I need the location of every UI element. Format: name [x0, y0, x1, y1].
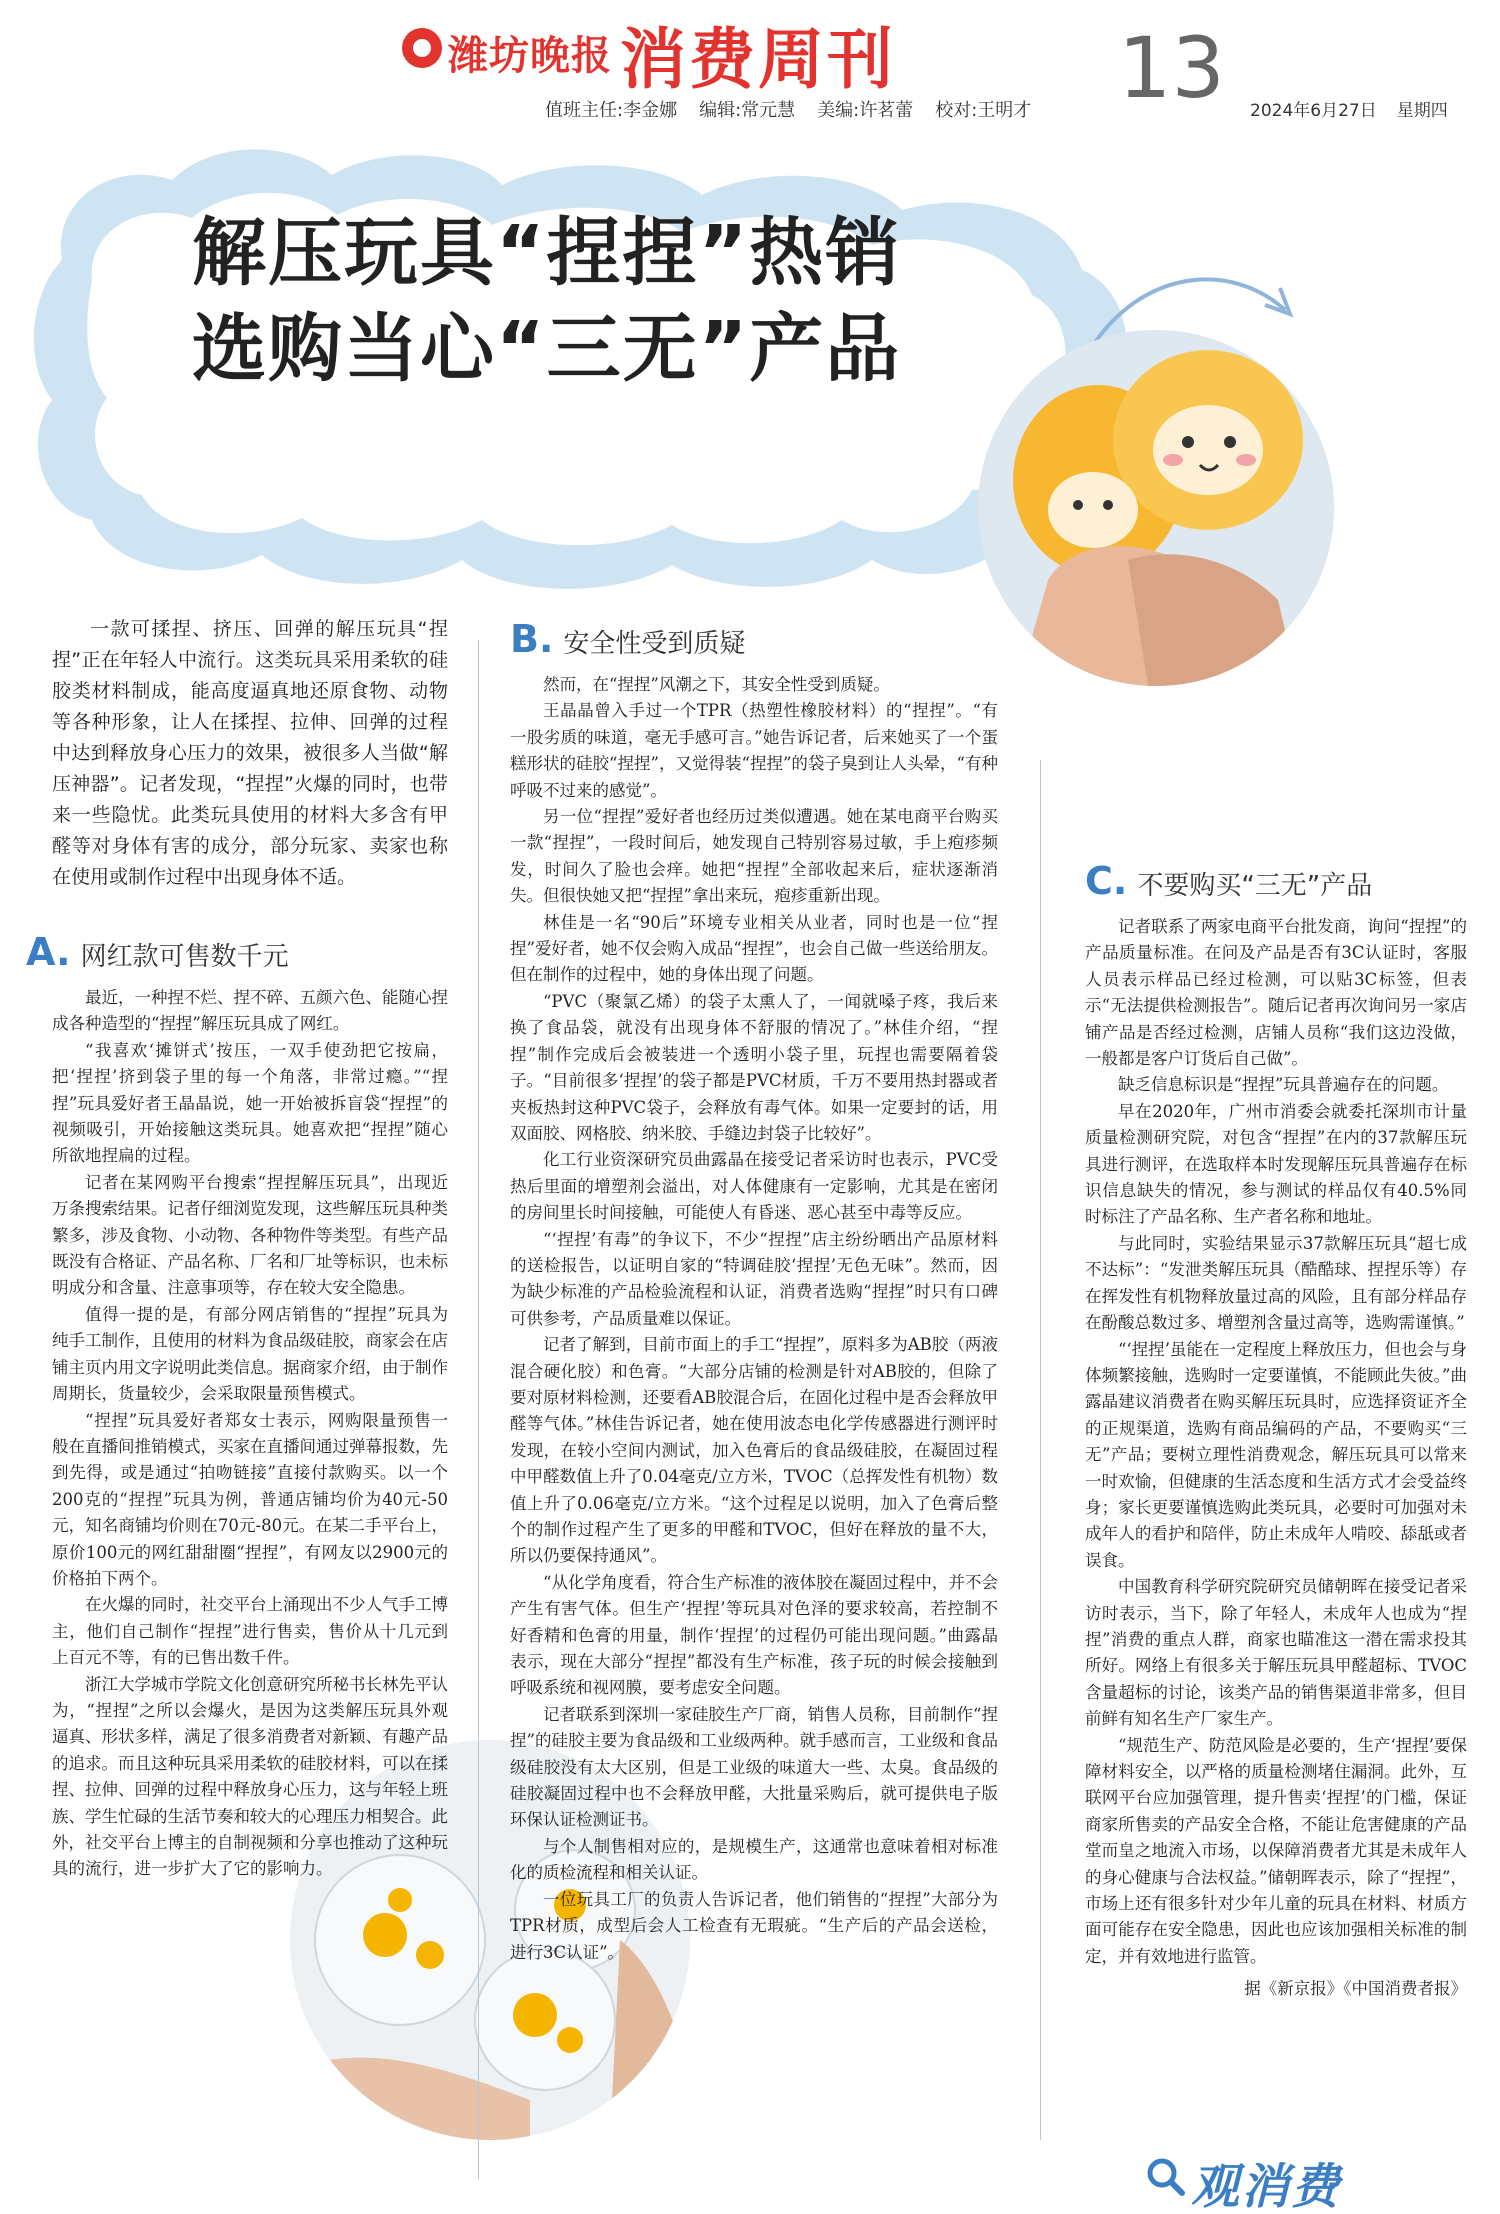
- section-a-heading: [26, 930, 448, 974]
- page-number: 13: [1118, 19, 1225, 117]
- squishy-dog-illustration: [978, 330, 1334, 686]
- lead-paragraph: 一款可揉捏、挤压、回弹的解压玩具“捏捏”正在年轻人中流行。这类玩具采用柔软的硅胶类材料制成，能高度逼真地还原食物、动物等各种形象，让人在揉捏、拉伸、回弹的过程中达到释放身心压力的效果，被很多人当做“解压神器”。记者发现，“捏捏”火爆的同时，也带来一些隐忧。此类玩具使用的材料大多含有甲醛等对身体有害的成分，部分玩家、卖家也称在使用或制作过程中出现身体不适。: [52, 618, 448, 888]
- section-b-paragraph: 王晶晶曾入手过一个TPR（热塑性橡胶材料）的“捏捏”。“有一股劣质的味道，毫无手感可言。”她告诉记者，后来她买了一个蛋糕形状的硅胶“捏捏”，又觉得装“捏捏”的袋子臭到让人头晕，“有种呼吸不过来的感觉”。: [510, 701, 998, 800]
- section-c-paragraph: 早在2020年，广州市消委会就委托深圳市计量质量检测研究院，对包含“捏捏”在内的37款解压玩具进行测评，在选取样本时发现解压玩具普遍存在标识信息缺失的情况，参与测试的样品仅有40.5%同时标注了产品名称、生产者名称和地址。: [1085, 1101, 1467, 1227]
- section-c-paragraph: “规范生产、防范风险是必要的，生产‘捏捏’要保障材料安全，以严格的质量检测堵住漏洞。此外，互联网平台应加强管理，提升售卖‘捏捏’的门槛，保证商家所售卖的产品安全合格，不能让危害健康的产品堂而皇之地流入市场，以保障消费者尤其是未成年人的身心健康与合法权益。”储朝晖表示，除了“捏捏”，市场上还有很多针对少年儿童的玩具在材料、材质方面可能存在安全隐患，因此也应该加强相关标准的制定，并有效地进行监管。: [1085, 1735, 1467, 1966]
- masthead: [0, 0, 1500, 125]
- staff-designer: 美编:许茗蕾: [817, 100, 914, 121]
- section-a-paragraph: 值得一提的是，有部分网店销售的“捏捏”玩具为纯手工制作，且使用的材料为食品级硅胶，商家会在店铺主页内用文字说明此类信息。据商家介绍，由于制作周期长，货量较少，会采取限量预售模式。: [52, 1304, 448, 1404]
- staff-editor: 编辑:常元慧: [699, 100, 796, 121]
- dateline: [1250, 96, 1468, 121]
- section-c-paragraph: 缺乏信息标识是“捏捏”玩具普遍存在的问题。: [1118, 1075, 1449, 1095]
- staff-proofreader: 校对:王明才: [935, 100, 1032, 121]
- section-b-heading: [510, 617, 998, 661]
- section-b-paragraph: 化工行业资深研究员曲露晶在接受记者采访时也表示，PVC受热后里面的增塑剂会溢出，对人体健康有一定影响，尤其是在密闭的房间里长时间接触，可能使人有昏迷、恶心甚至中毒等反应。: [510, 1150, 998, 1223]
- column-divider: [1040, 760, 1041, 2140]
- article-source: 据《新京报》《中国消费者报》: [1244, 1979, 1467, 1999]
- section-c-paragraph: 记者联系了两家电商平台批发商，询问“捏捏”的产品质量标准。在问及产品是否有3C认证时，客服人员表示样品已经过检测，可以贴3C标签，但表示“无法提供检测报告”。随后记者再次询问另一家店铺产品是否经过检测，店铺人员称“我们这边没做，一般都是客户订货后自己做”。: [1085, 917, 1467, 1069]
- column-c: [1085, 859, 1467, 2003]
- magnifier-icon: [1145, 2156, 1185, 2196]
- section-a-paragraph: “我喜欢‘摊饼式’按压，一双手使劲把它按扁，把‘捏捏’挤到袋子里的每一个角落，非常过瘾。”“捏捏”玩具爱好者王晶晶说，她一开始被拆盲袋“捏捏”的视频吸引，开始接触这类玩具。她喜欢把“捏捏”随心所欲地捏扁的过程。: [52, 1040, 448, 1166]
- section-b-paragraph: 一位玩具工厂的负责人告诉记者，他们销售的“捏捏”大部分为TPR材质，成型后会人工检查有无瑕疵。“生产后的产品会送检，进行3C认证”。: [510, 1889, 998, 1962]
- squishy-toy-photo: [978, 330, 1334, 686]
- section-c-title: 不要购买“三无”产品: [1137, 871, 1373, 901]
- headline-line-2: 选购当心“三无”产品: [192, 306, 902, 392]
- section-b-paragraph: 然而，在“捏捏”风潮之下，其安全性受到质疑。: [543, 675, 890, 694]
- staff-credits: [545, 96, 1053, 122]
- staff-duty-editor: 值班主任:李金娜: [545, 100, 678, 121]
- section-name: 消费周刊: [620, 21, 896, 98]
- section-c-paragraph: “‘捏捏’虽能在一定程度上释放压力，但也会与身体频繁接触，选购时一定要谨慎，不能顾此失彼。”曲露晶建议消费者在购买解压玩具时，应选择资证齐全的正规渠道，选购有商品编码的产品，不要购买“三无”产品；要树立理性消费观念，解压玩具可以常来一时欢愉，但健康的生活态度和生活方式才会受益终身；家长更要谨慎选购此类玩具，必要时可加强对未成年人的看护和陪伴，防止未成年人啃咬、舔舐或者误食。: [1085, 1339, 1467, 1570]
- column-a: [26, 614, 448, 1883]
- section-c-paragraph: 与此同时，实验结果显示37款解压玩具“超七成不达标”：“发泄类解压玩具（酷酷球、捏捏乐等）存在挥发性有机物释放量过高的风险，且有部分样品存在酚酸总数过多、增塑剂含量过高等，选购需谨慎。”: [1085, 1233, 1467, 1333]
- section-c-paragraph: 中国教育科学研究院研究员储朝晖在接受记者采访时表示，当下，除了年轻人，未成年人也成为“捏捏”消费的重点人群，商家也瞄准这一潜在需求投其所好。网络上有很多关于解压玩具甲醛超标、TVOC含量超标的讨论，该类产品的销售渠道非常多，但目前鲜有知名生产厂家生产。: [1085, 1577, 1467, 1729]
- section-b-paragraph: “从化学角度看，符合生产标准的液体胶在凝固过程中，并不会产生有害气体。但生产‘捏捏’等玩具对色泽的要求较高，若控制不好香精和色膏的用量，制作‘捏捏’的过程仍可能出现问题。”曲露晶表示，现在大部分“捏捏”都没有生产标准，孩子玩的时候会接触到呼吸系统和视网膜，要考虑安全问题。: [510, 1572, 998, 1698]
- column-b: [510, 617, 998, 1966]
- section-c-heading: [1085, 859, 1467, 903]
- brand-text: 观消费: [1191, 2159, 1342, 2214]
- issue-weekday: 星期四: [1396, 101, 1448, 121]
- section-a-title: 网红款可售数千元: [80, 942, 289, 972]
- section-b-paragraph: “‘捏捏’有毒”的争议下，不少“捏捏”店主纷纷晒出产品原材料的送检报告，以证明自家的“特调硅胶‘捏捏’无色无味”。然而，因为缺少标准的产品检验流程和认证，消费者选购“捏捏”时只有口碑可供参考，产品质量难以保证。: [510, 1229, 998, 1328]
- paper-logo-icon: [402, 28, 442, 68]
- section-a-paragraph: 在火爆的同时，社交平台上涌现出不少人气手工博主，他们自己制作“捏捏”进行售卖，售价从十几元到上百元不等，有的已售出数千件。: [52, 1595, 448, 1668]
- section-a-paragraph: 浙江大学城市学院文化创意研究所秘书长林先平认为，“捏捏”之所以会爆火，是因为这类解压玩具外观逼真、形状多样，满足了很多消费者对新颖、有趣产品的追求。而且这种玩具采用柔软的硅胶材料，可以在揉捏、拉伸、回弹的过程中释放身心压力，这与年轻上班族、学生忙碌的生活节奏和较大的心理压力相契合。此外，社交平台上博主的自制视频和分享也推动了这种玩具的流行，进一步扩大了它的影响力。: [52, 1674, 448, 1879]
- section-b-paragraph: 另一位“捏捏”爱好者也经历过类似遭遇。她在某电商平台购买一款“捏捏”，一段时间后，她发现自己特别容易过敏，手上疱疹频发，时间久了脸也会痒。她把“捏捏”全部收起来后，症状逐渐消失。但很快她又把“捏捏”拿出来玩，疱疹重新出现。: [510, 807, 998, 906]
- headline-line-1: 解压玩具“捏捏”热销: [192, 210, 902, 296]
- paper-name: 潍坊晚报: [448, 33, 612, 79]
- section-b-paragraph: 与个人制售相对应的，是规模生产，这通常也意味着相对标准化的质检流程和相关认证。: [510, 1836, 998, 1883]
- section-a-paragraph: 记者在某网购平台搜索“捏捏解压玩具”，出现近万条搜索结果。记者仔细浏览发现，这些解压玩具种类繁多，涉及食物、小动物、各种物件等类型。有些产品既没有合格证、产品名称、厂名和厂址等标识，也未标明成分和含量、注意事项等，存在较大安全隐患。: [52, 1172, 448, 1298]
- section-b-paragraph: 林佳是一名“90后”环境专业相关从业者，同时也是一位“捏捏”爱好者，她不仅会购入成品“捏捏”，也会自己做一些送给朋友。但在制作的过程中，她的身体出现了问题。: [510, 912, 998, 985]
- section-c-letter: C.: [1085, 859, 1128, 903]
- issue-date: 2024年6月27日: [1250, 101, 1377, 121]
- headline: [192, 205, 901, 397]
- column-divider: [478, 640, 479, 2180]
- section-a-letter: A.: [26, 930, 71, 974]
- section-b-title: 安全性受到质疑: [563, 629, 746, 659]
- section-b-paragraph: 记者联系到深圳一家硅胶生产厂商，销售人员称，目前制作“捏捏”的硅胶主要为食品级和工业级两种。就手感而言，工业级和食品级硅胶没有太大区别，但是工业级的味道大一些、太臭。食品级的硅胶凝固过程中也不会释放甲醛，大批量采购后，就可提供电子版环保认证检测证书。: [510, 1704, 998, 1830]
- section-b-paragraph: “PVC（聚氯乙烯）的袋子太熏人了，一闻就嗓子疼，我后来换了食品袋，就没有出现身体不舒服的情况了。”林佳介绍，“捏捏”制作完成后会被装进一个透明小袋子里，玩捏也需要隔着袋子。“目前很多‘捏捏’的袋子都是PVC材质，千万不要用热封器或者夹板热封这种PVC袋子，会释放有毒气体。如果一定要封的话，用双面胶、网格胶、纳米胶、手缝边封袋子比较好”。: [510, 991, 998, 1143]
- section-b-letter: B.: [510, 617, 554, 661]
- brand-logo: [1145, 2152, 1485, 2214]
- section-a-paragraph: “捏捏”玩具爱好者郑女士表示，网购限量预售一般在直播间推销模式，买家在直播间通过弹幕报数，先到先得，或是通过“拍吻链接”直接付款购买。以一个200克的“捏捏”玩具为例，普通店铺均价为40元-50元，知名商铺均价则在70元-80元。在某二手平台上，原价100元的网红甜甜圈“捏捏”，有网友以2900元的价格拍下两个。: [52, 1410, 448, 1588]
- section-a-paragraph: 最近，一种捏不烂、捏不碎、五颜六色、能随心捏成各种造型的“捏捏”解压玩具成了网红。: [52, 988, 448, 1034]
- section-b-paragraph: 记者了解到，目前市面上的手工“捏捏”，原料多为AB胶（两液混合硬化胶）和色膏。“大部分店铺的检测是针对AB胶的，但除了要对原材料检测，还要看AB胶混合后，在固化过程中是否会释放甲醛等气体。”林佳告诉记者，她在使用波态电化学传感器进行测评时发现，在较小空间内测试，加入色膏后的食品级硅胶，在凝固过程中甲醛数值上升了0.04毫克/立方米，TVOC（总挥发性有机物）数值上升了0.06毫克/立方米。“这个过程足以说明，加入了色膏后整个的制作过程产生了更多的甲醛和TVOC，但好在释放的量不大，所以仍要保持通风”。: [510, 1335, 998, 1566]
